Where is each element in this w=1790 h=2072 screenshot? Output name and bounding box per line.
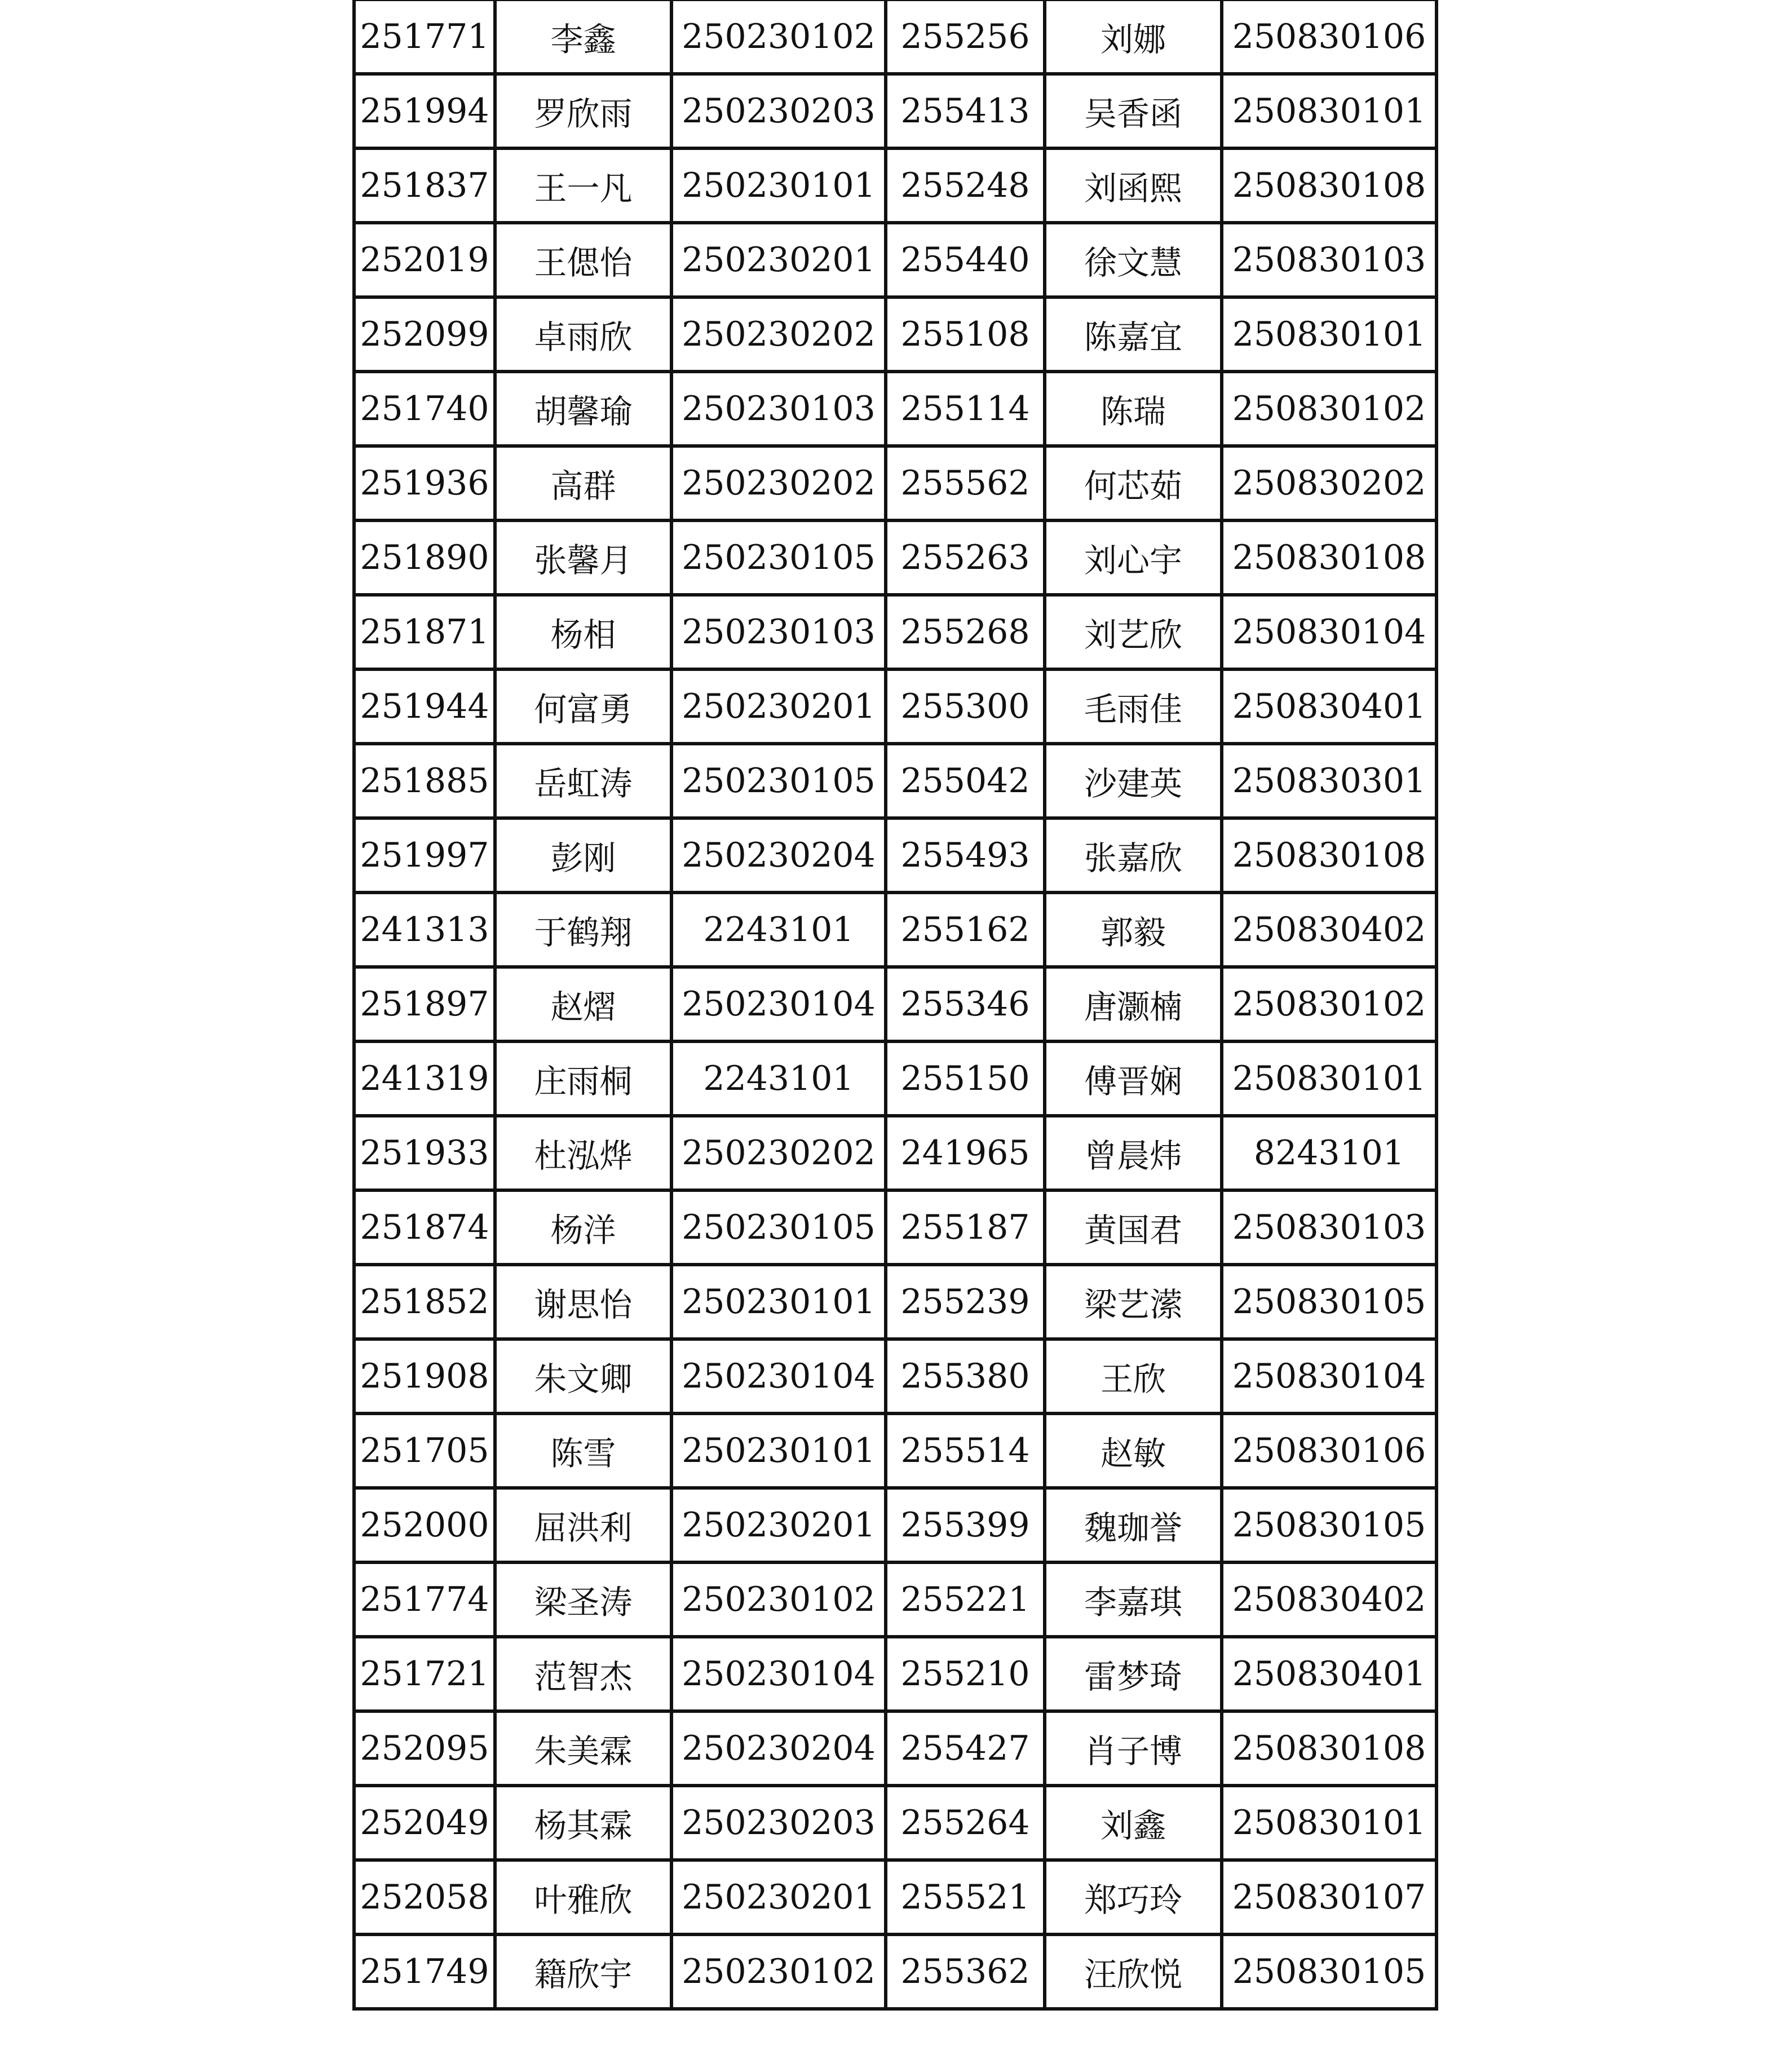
- class-code-cell: 250830202: [1222, 446, 1437, 520]
- class-code-cell: 2243101: [671, 1041, 886, 1116]
- student-id-cell: 255380: [886, 1339, 1045, 1413]
- student-name-cell: 刘艺欣: [1045, 595, 1222, 669]
- class-code-cell: 250830107: [1222, 1860, 1437, 1934]
- class-code-cell: 250230102: [671, 1562, 886, 1637]
- class-code-cell: 250230201: [671, 669, 886, 744]
- student-id-cell: 255399: [886, 1488, 1045, 1562]
- student-id-cell: 255263: [886, 520, 1045, 595]
- class-code-cell: 250230101: [671, 148, 886, 223]
- student-name-cell: 李鑫: [495, 0, 671, 74]
- student-id-cell: 255150: [886, 1041, 1045, 1116]
- student-name-cell: 徐文慧: [1045, 223, 1222, 297]
- student-id-cell: 255521: [886, 1860, 1045, 1934]
- table-row: [354, 148, 1437, 223]
- student-id-cell: 252000: [354, 1488, 495, 1562]
- class-code-cell: 250230105: [671, 744, 886, 818]
- student-id-cell: 252099: [354, 297, 495, 372]
- student-id-cell: 251721: [354, 1637, 495, 1711]
- student-name-cell: 何芯茹: [1045, 446, 1222, 520]
- student-name-cell: 胡馨瑜: [495, 372, 671, 446]
- class-code-cell: 250830101: [1222, 1786, 1437, 1860]
- student-name-cell: 彭刚: [495, 818, 671, 893]
- student-id-cell: 251852: [354, 1265, 495, 1339]
- class-code-cell: 250230201: [671, 223, 886, 297]
- student-name-cell: 杨洋: [495, 1190, 671, 1265]
- student-id-cell: 255239: [886, 1265, 1045, 1339]
- student-id-cell: 255514: [886, 1413, 1045, 1488]
- student-id-cell: 252019: [354, 223, 495, 297]
- table-row: [354, 669, 1437, 744]
- class-code-cell: 250830108: [1222, 520, 1437, 595]
- table-row: [354, 967, 1437, 1041]
- student-id-cell: 251705: [354, 1413, 495, 1488]
- class-code-cell: 250230102: [671, 1934, 886, 2009]
- class-code-cell: 250230104: [671, 1339, 886, 1413]
- student-name-cell: 吴香函: [1045, 74, 1222, 148]
- class-code-cell: 2243101: [671, 893, 886, 967]
- class-code-cell: 250830108: [1222, 818, 1437, 893]
- student-id-cell: 255264: [886, 1786, 1045, 1860]
- student-name-cell: 王一凡: [495, 148, 671, 223]
- student-id-cell: 252049: [354, 1786, 495, 1860]
- student-name-cell: 叶雅欣: [495, 1860, 671, 1934]
- student-id-cell: 251749: [354, 1934, 495, 2009]
- student-id-cell: 241965: [886, 1116, 1045, 1190]
- class-code-cell: 250830402: [1222, 893, 1437, 967]
- class-code-cell: 250230202: [671, 297, 886, 372]
- table-row: [354, 818, 1437, 893]
- table-row: [354, 1637, 1437, 1711]
- table-row: [354, 1041, 1437, 1116]
- student-id-cell: 251936: [354, 446, 495, 520]
- student-id-cell: 251771: [354, 0, 495, 74]
- table-row: [354, 1116, 1437, 1190]
- student-id-cell: 241319: [354, 1041, 495, 1116]
- student-name-cell: 谢思怡: [495, 1265, 671, 1339]
- table-row: [354, 893, 1437, 967]
- table-row: [354, 1190, 1437, 1265]
- class-code-cell: 250230104: [671, 967, 886, 1041]
- table-row: [354, 223, 1437, 297]
- table-row: [354, 1711, 1437, 1786]
- class-code-cell: 250830105: [1222, 1934, 1437, 2009]
- student-name-cell: 魏珈誉: [1045, 1488, 1222, 1562]
- student-name-cell: 朱美霖: [495, 1711, 671, 1786]
- student-name-cell: 于鹤翔: [495, 893, 671, 967]
- student-name-cell: 高群: [495, 446, 671, 520]
- student-id-cell: 251944: [354, 669, 495, 744]
- student-id-cell: 255042: [886, 744, 1045, 818]
- class-code-cell: 8243101: [1222, 1116, 1437, 1190]
- class-code-cell: 250830104: [1222, 595, 1437, 669]
- class-code-cell: 250830106: [1222, 1413, 1437, 1488]
- class-code-cell: 250830108: [1222, 1711, 1437, 1786]
- student-name-cell: 刘娜: [1045, 0, 1222, 74]
- student-id-cell: 255493: [886, 818, 1045, 893]
- student-name-cell: 赵敏: [1045, 1413, 1222, 1488]
- class-code-cell: 250230203: [671, 1786, 886, 1860]
- class-code-cell: 250230202: [671, 446, 886, 520]
- class-code-cell: 250830101: [1222, 74, 1437, 148]
- table-row: [354, 520, 1437, 595]
- class-code-cell: 250230102: [671, 0, 886, 74]
- student-name-cell: 毛雨佳: [1045, 669, 1222, 744]
- table-row: [354, 446, 1437, 520]
- student-name-cell: 刘函熙: [1045, 148, 1222, 223]
- student-name-cell: 罗欣雨: [495, 74, 671, 148]
- student-name-cell: 朱文卿: [495, 1339, 671, 1413]
- student-id-cell: 251908: [354, 1339, 495, 1413]
- student-name-cell: 岳虹涛: [495, 744, 671, 818]
- student-name-cell: 王欣: [1045, 1339, 1222, 1413]
- student-name-cell: 杨其霖: [495, 1786, 671, 1860]
- student-id-cell: 251994: [354, 74, 495, 148]
- student-id-cell: 251871: [354, 595, 495, 669]
- class-code-cell: 250830103: [1222, 1190, 1437, 1265]
- student-id-cell: 251837: [354, 148, 495, 223]
- student-name-cell: 何富勇: [495, 669, 671, 744]
- student-id-cell: 252058: [354, 1860, 495, 1934]
- student-id-cell: 255413: [886, 74, 1045, 148]
- student-roster-table: [352, 0, 1438, 2011]
- student-name-cell: 范智杰: [495, 1637, 671, 1711]
- class-code-cell: 250230202: [671, 1116, 886, 1190]
- class-code-cell: 250830301: [1222, 744, 1437, 818]
- student-name-cell: 肖子博: [1045, 1711, 1222, 1786]
- student-id-cell: 251874: [354, 1190, 495, 1265]
- student-name-cell: 张嘉欣: [1045, 818, 1222, 893]
- student-id-cell: 255256: [886, 0, 1045, 74]
- table-row: [354, 1860, 1437, 1934]
- student-id-cell: 255427: [886, 1711, 1045, 1786]
- table-row: [354, 1339, 1437, 1413]
- student-name-cell: 郭毅: [1045, 893, 1222, 967]
- table-row: [354, 744, 1437, 818]
- student-name-cell: 李嘉琪: [1045, 1562, 1222, 1637]
- class-code-cell: 250830105: [1222, 1265, 1437, 1339]
- student-id-cell: 255268: [886, 595, 1045, 669]
- student-name-cell: 沙建英: [1045, 744, 1222, 818]
- student-id-cell: 251897: [354, 967, 495, 1041]
- student-id-cell: 255346: [886, 967, 1045, 1041]
- table-row: [354, 1488, 1437, 1562]
- table-row: [354, 372, 1437, 446]
- student-name-cell: 杨相: [495, 595, 671, 669]
- student-id-cell: 255187: [886, 1190, 1045, 1265]
- student-id-cell: 255210: [886, 1637, 1045, 1711]
- student-id-cell: 241313: [354, 893, 495, 967]
- class-code-cell: 250230105: [671, 520, 886, 595]
- student-id-cell: 255362: [886, 1934, 1045, 2009]
- student-id-cell: 251885: [354, 744, 495, 818]
- class-code-cell: 250230101: [671, 1265, 886, 1339]
- student-name-cell: 陈嘉宜: [1045, 297, 1222, 372]
- table-row: [354, 595, 1437, 669]
- table-row: [354, 1562, 1437, 1637]
- table-row: [354, 1265, 1437, 1339]
- student-name-cell: 刘鑫: [1045, 1786, 1222, 1860]
- roster-table-body: [354, 0, 1437, 2009]
- student-name-cell: 张馨月: [495, 520, 671, 595]
- table-row: [354, 0, 1437, 74]
- student-id-cell: 255440: [886, 223, 1045, 297]
- class-code-cell: 250830106: [1222, 0, 1437, 74]
- table-row: [354, 74, 1437, 148]
- student-name-cell: 刘心宇: [1045, 520, 1222, 595]
- class-code-cell: 250230101: [671, 1413, 886, 1488]
- student-name-cell: 陈雪: [495, 1413, 671, 1488]
- class-code-cell: 250830401: [1222, 669, 1437, 744]
- class-code-cell: 250830104: [1222, 1339, 1437, 1413]
- class-code-cell: 250830401: [1222, 1637, 1437, 1711]
- student-name-cell: 黄国君: [1045, 1190, 1222, 1265]
- class-code-cell: 250830105: [1222, 1488, 1437, 1562]
- table-row: [354, 1413, 1437, 1488]
- student-id-cell: 255300: [886, 669, 1045, 744]
- student-id-cell: 255562: [886, 446, 1045, 520]
- student-name-cell: 杜泓烨: [495, 1116, 671, 1190]
- student-id-cell: 252095: [354, 1711, 495, 1786]
- student-name-cell: 曾晨炜: [1045, 1116, 1222, 1190]
- class-code-cell: 250230103: [671, 372, 886, 446]
- student-id-cell: 251774: [354, 1562, 495, 1637]
- student-name-cell: 郑巧玲: [1045, 1860, 1222, 1934]
- student-id-cell: 255162: [886, 893, 1045, 967]
- student-name-cell: 庄雨桐: [495, 1041, 671, 1116]
- student-id-cell: 255108: [886, 297, 1045, 372]
- class-code-cell: 250230201: [671, 1488, 886, 1562]
- class-code-cell: 250830102: [1222, 967, 1437, 1041]
- student-name-cell: 陈瑞: [1045, 372, 1222, 446]
- student-name-cell: 籍欣宇: [495, 1934, 671, 2009]
- student-name-cell: 雷梦琦: [1045, 1637, 1222, 1711]
- student-id-cell: 255221: [886, 1562, 1045, 1637]
- student-name-cell: 傅晋娴: [1045, 1041, 1222, 1116]
- student-id-cell: 251933: [354, 1116, 495, 1190]
- student-id-cell: 251740: [354, 372, 495, 446]
- table-row: [354, 297, 1437, 372]
- class-code-cell: 250830108: [1222, 148, 1437, 223]
- student-id-cell: 255248: [886, 148, 1045, 223]
- student-name-cell: 王偲怡: [495, 223, 671, 297]
- class-code-cell: 250830103: [1222, 223, 1437, 297]
- table-row: [354, 1786, 1437, 1860]
- student-name-cell: 赵熠: [495, 967, 671, 1041]
- class-code-cell: 250830101: [1222, 297, 1437, 372]
- student-id-cell: 251997: [354, 818, 495, 893]
- student-name-cell: 卓雨欣: [495, 297, 671, 372]
- class-code-cell: 250230201: [671, 1860, 886, 1934]
- class-code-cell: 250230104: [671, 1637, 886, 1711]
- student-name-cell: 屈洪利: [495, 1488, 671, 1562]
- table-row: [354, 1934, 1437, 2009]
- class-code-cell: 250830402: [1222, 1562, 1437, 1637]
- class-code-cell: 250230204: [671, 1711, 886, 1786]
- student-name-cell: 梁圣涛: [495, 1562, 671, 1637]
- class-code-cell: 250230203: [671, 74, 886, 148]
- class-code-cell: 250830102: [1222, 372, 1437, 446]
- class-code-cell: 250830101: [1222, 1041, 1437, 1116]
- student-id-cell: 255114: [886, 372, 1045, 446]
- student-name-cell: 唐灏楠: [1045, 967, 1222, 1041]
- student-name-cell: 汪欣悦: [1045, 1934, 1222, 2009]
- class-code-cell: 250230105: [671, 1190, 886, 1265]
- student-id-cell: 251890: [354, 520, 495, 595]
- student-name-cell: 梁艺潆: [1045, 1265, 1222, 1339]
- class-code-cell: 250230103: [671, 595, 886, 669]
- class-code-cell: 250230204: [671, 818, 886, 893]
